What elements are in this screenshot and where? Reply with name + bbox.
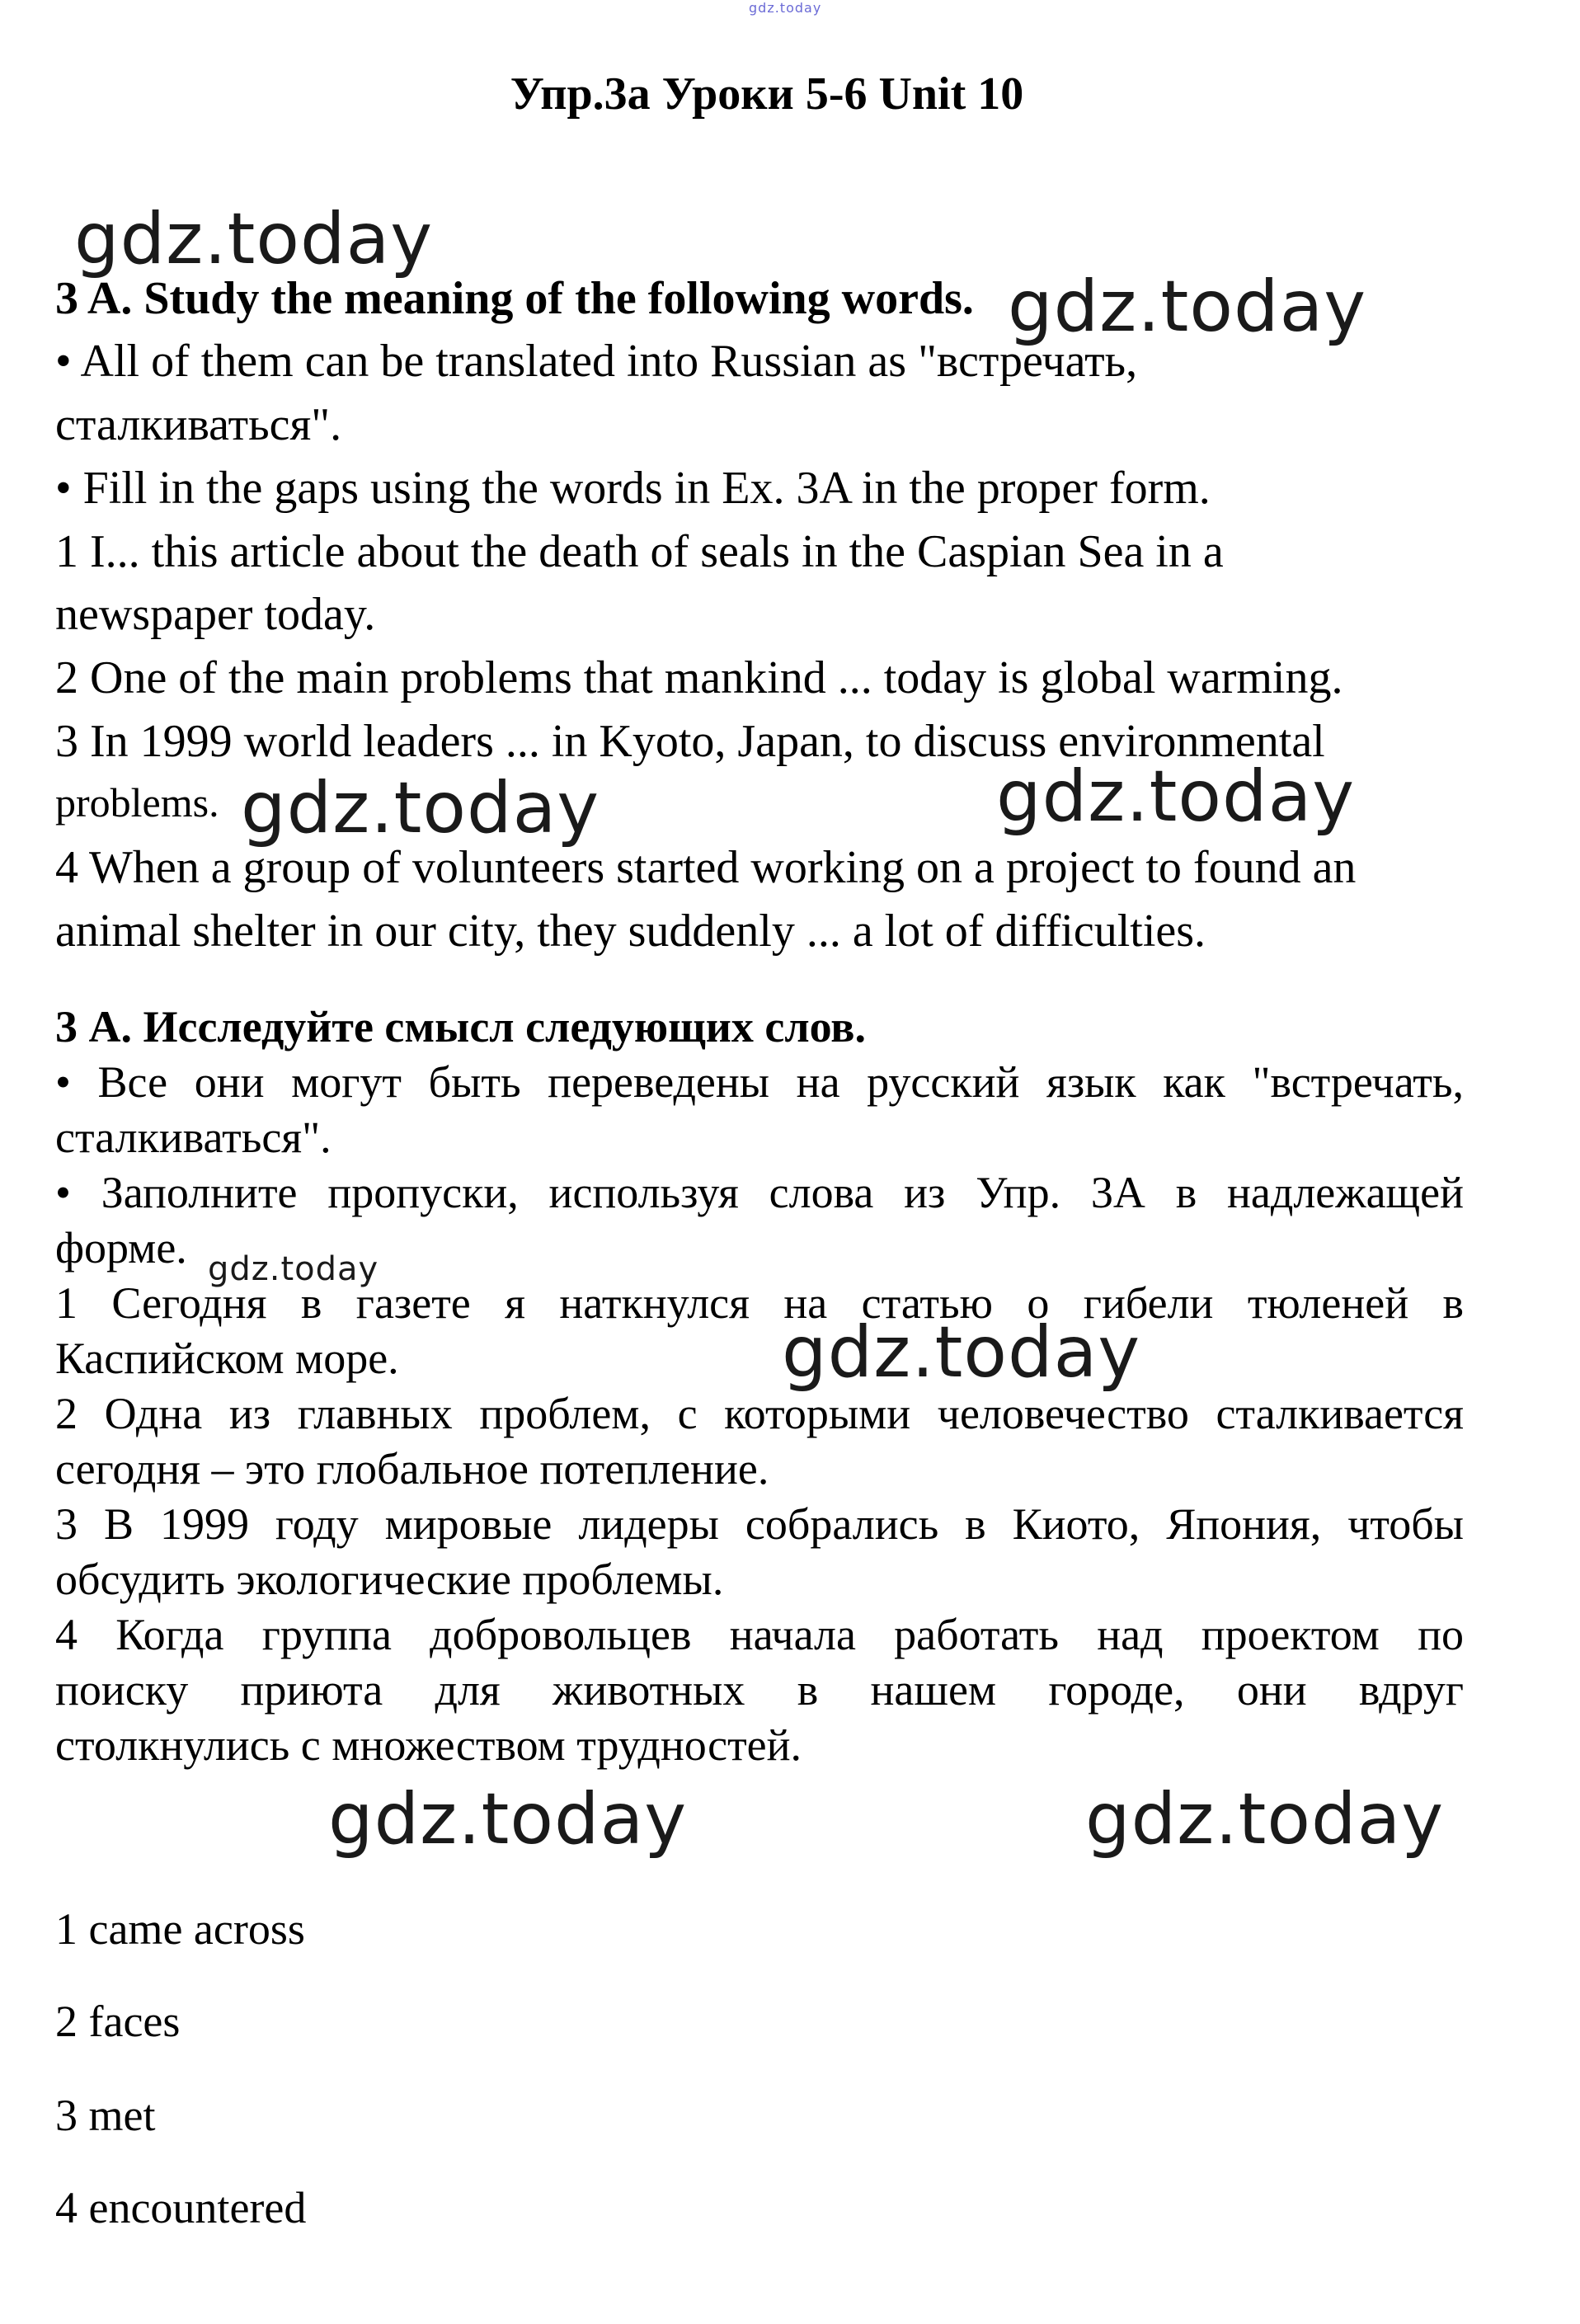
russian-section <box>55 1000 1464 1773</box>
russian-line: 4 Когда группа добровольцев начала работать над проектом по <box>55 1610 1464 1659</box>
watermark: gdz.today <box>241 767 600 849</box>
russian-line: 3 В 1999 году мировые лидеры собрались в Киото, Япония, чтобы <box>55 1499 1464 1549</box>
english-line: сталкиваться". <box>55 399 342 450</box>
answer-item: 4 encountered <box>55 2183 307 2232</box>
russian-line: обсудить экологические проблемы. <box>55 1555 724 1604</box>
english-line: • All of them can be translated into Russian as "встречать, <box>55 336 1138 387</box>
russian-line: сегодня – это глобальное потепление. <box>55 1444 769 1494</box>
english-line: problems. <box>55 779 219 826</box>
watermark: gdz.today <box>208 1250 379 1288</box>
watermark: gdz.today <box>782 1311 1141 1394</box>
page-title: Упр.3а Уроки 5-6 Unit 10 <box>510 68 1024 120</box>
english-line: 2 One of the main problems that mankind ... today is global warming. <box>55 652 1343 703</box>
russian-line: столкнулись с множеством трудностей. <box>55 1720 802 1770</box>
watermark: gdz.today <box>328 1778 688 1861</box>
watermark: gdz.today <box>74 198 434 280</box>
watermark-top: gdz.today <box>749 0 822 16</box>
russian-line: • Все они могут быть переведены на русский язык как "встречать, <box>55 1057 1464 1107</box>
russian-line: форме. <box>55 1223 187 1273</box>
answer-item: 3 met <box>55 2091 156 2140</box>
russian-line: Каспийском море. <box>55 1334 399 1383</box>
english-line: 1 I... this article about the death of seals in the Caspian Sea in a <box>55 526 1224 577</box>
russian-heading: 3 А. Исследуйте смысл следующих слов. <box>55 1002 866 1051</box>
answer-item: 1 came across <box>55 1904 305 1954</box>
russian-line: • Заполните пропуски, используя слова из Упр. 3А в надлежащей <box>55 1168 1464 1217</box>
watermark: gdz.today <box>1008 266 1367 348</box>
russian-line: поиску приюта для животных в нашем городе, они вдруг <box>55 1665 1464 1715</box>
russian-line: 2 Одна из главных проблем, с которыми человечество сталкивается <box>55 1389 1464 1438</box>
english-heading: 3 A. Study the meaning of the following words. <box>55 273 974 324</box>
english-line: newspaper today. <box>55 589 376 640</box>
watermark: gdz.today <box>996 755 1356 838</box>
answer-item: 2 faces <box>55 1997 181 2046</box>
english-line: 3 In 1999 world leaders ... in Kyoto, Japan, to discuss environmental <box>55 716 1325 767</box>
russian-line: 1 Сегодня в газете я наткнулся на статью о гибели тюленей в <box>55 1278 1464 1328</box>
english-line: 4 When a group of volunteers started working on a project to found an <box>55 842 1357 893</box>
english-line: animal shelter in our city, they suddenly ... a lot of difficulties. <box>55 906 1206 957</box>
watermark: gdz.today <box>1085 1778 1445 1861</box>
russian-line: сталкиваться". <box>55 1113 332 1162</box>
english-line: • Fill in the gaps using the words in Ex. 3A in the proper form. <box>55 463 1211 514</box>
